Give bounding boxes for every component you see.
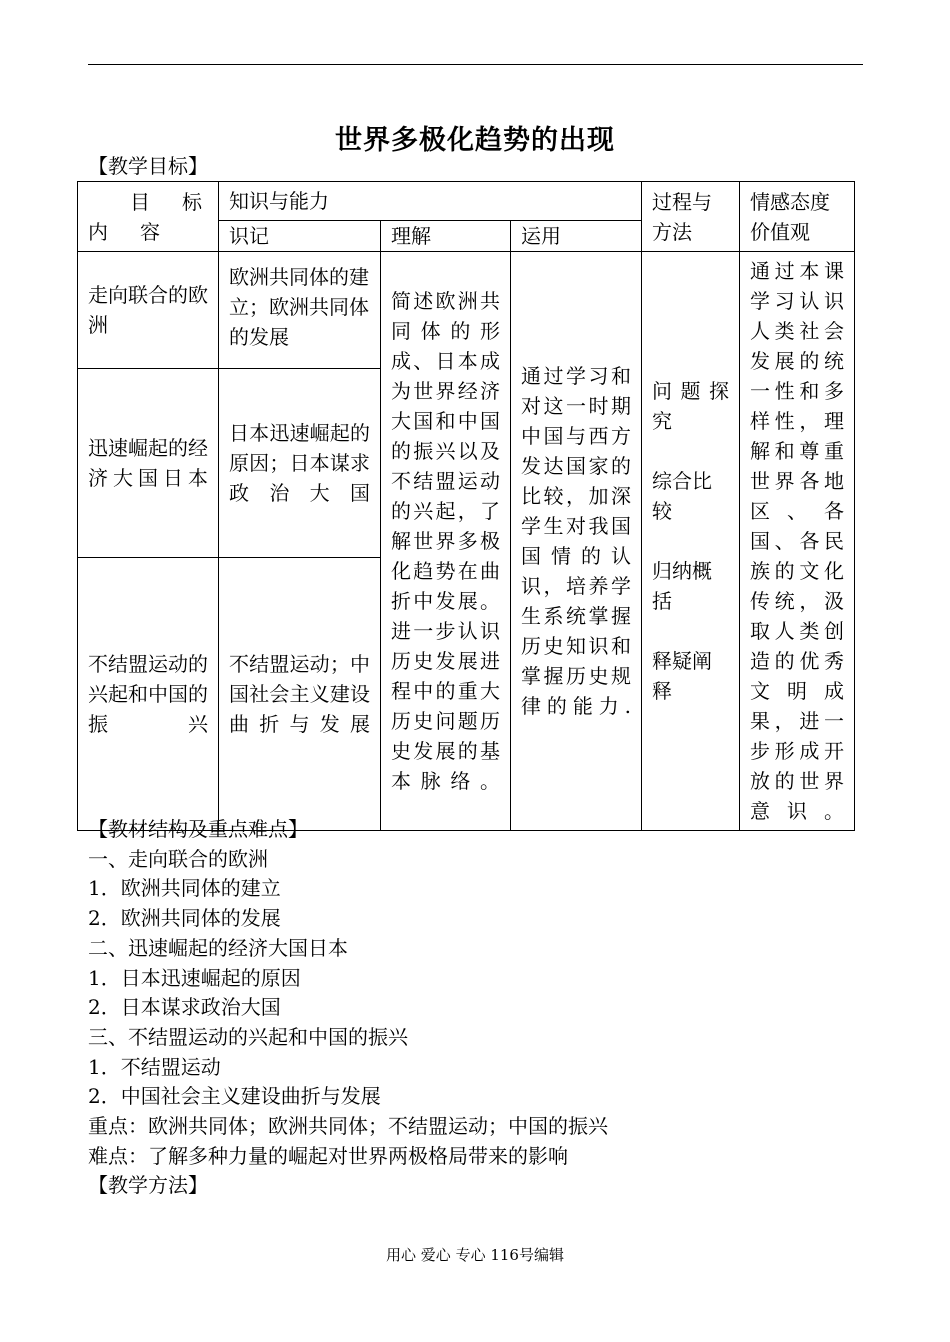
structure-line: 2．日本谋求政治大国 [88,995,281,1020]
knowledge-header: 知识与能力 [219,182,642,221]
structure-line: 2．欧洲共同体的发展 [88,906,281,931]
structure-heading: 【教材结构及重点难点】 [88,817,308,841]
key-point-line: 重点：欧洲共同体；欧洲共同体；不结盟运动；中国的振兴 [88,1114,608,1139]
header-rule [88,64,863,65]
structure-section [88,815,868,1201]
emotion-cell: 通过本课学习认识人类社会发展的统一性和多样性，理解和尊重世界各地区、各国、各民族的文化传统，汲取人类创造的优秀文明成果，进一步形成开放的世界意识。 [740,252,855,831]
method-item: 综合比较 [652,469,713,523]
understand-cell: 简述欧洲共同体的形成、日本成为世界经济大国和中国的振兴以及不结盟运动的兴起，了解世界多极化趋势在曲折中发展。进一步认识历史发展进程中的重大历史问题历史发展的基本脉络。 [381,252,511,831]
recall-cell-japan: 日本迅速崛起的原因；日本谋求政治大国 [219,369,381,558]
section-heading-methods: 【教学方法】 [88,1173,208,1198]
topic-cell-japan: 迅速崛起的经济大国日本 [78,369,219,558]
method-item: 问题探究 [652,379,730,433]
page-footer: 用心 爱心 专心 116号编辑 [386,1246,564,1264]
apply-cell: 通过学习和对这一时期中国与西方发达国家的比较，加深学生对我国国情的认识，培养学生系统掌握历史知识和掌握历史规律的能力. [511,252,642,831]
difficulty-line: 难点：了解多种力量的崛起对世界两极格局带来的影响 [88,1143,568,1168]
subheader-recall: 识记 [219,221,381,252]
structure-line: 2．中国社会主义建设曲折与发展 [88,1084,381,1109]
subheader-understand: 理解 [381,221,511,252]
emotion-header: 情感态度价值观 [740,182,855,252]
objectives-table [77,181,855,831]
structure-line: 1．日本迅速崛起的原因 [88,965,301,990]
subheader-apply: 运用 [511,221,642,252]
topic-cell-europe: 走向联合的欧洲 [78,252,219,369]
topic-cell-nonaligned: 不结盟运动的兴起和中国的振兴 [78,557,219,830]
method-item: 释疑阐释 [652,649,713,703]
methods-cell [642,252,740,831]
section-heading-objectives: 【教学目标】 [88,154,208,178]
structure-line: 1．不结盟运动 [88,1054,221,1079]
page-title: 世界多极化趋势的出现 [335,125,615,156]
structure-line: 1．欧洲共同体的建立 [88,876,281,901]
process-header: 过程与方法 [642,182,740,252]
corner-top-label: 目 标 [130,189,208,214]
table-corner-cell [78,182,219,252]
method-item: 归纳概括 [652,559,713,613]
structure-line: 二、迅速崛起的经济大国日本 [88,935,348,960]
recall-cell-europe: 欧洲共同体的建立；欧洲共同体的发展 [219,252,381,369]
structure-line: 一、走向联合的欧洲 [88,846,268,871]
structure-line: 三、不结盟运动的兴起和中国的振兴 [88,1024,408,1049]
recall-cell-nonaligned: 不结盟运动；中国社会主义建设曲折与发展 [219,557,381,830]
corner-bottom-label: 内 容 [88,219,166,244]
